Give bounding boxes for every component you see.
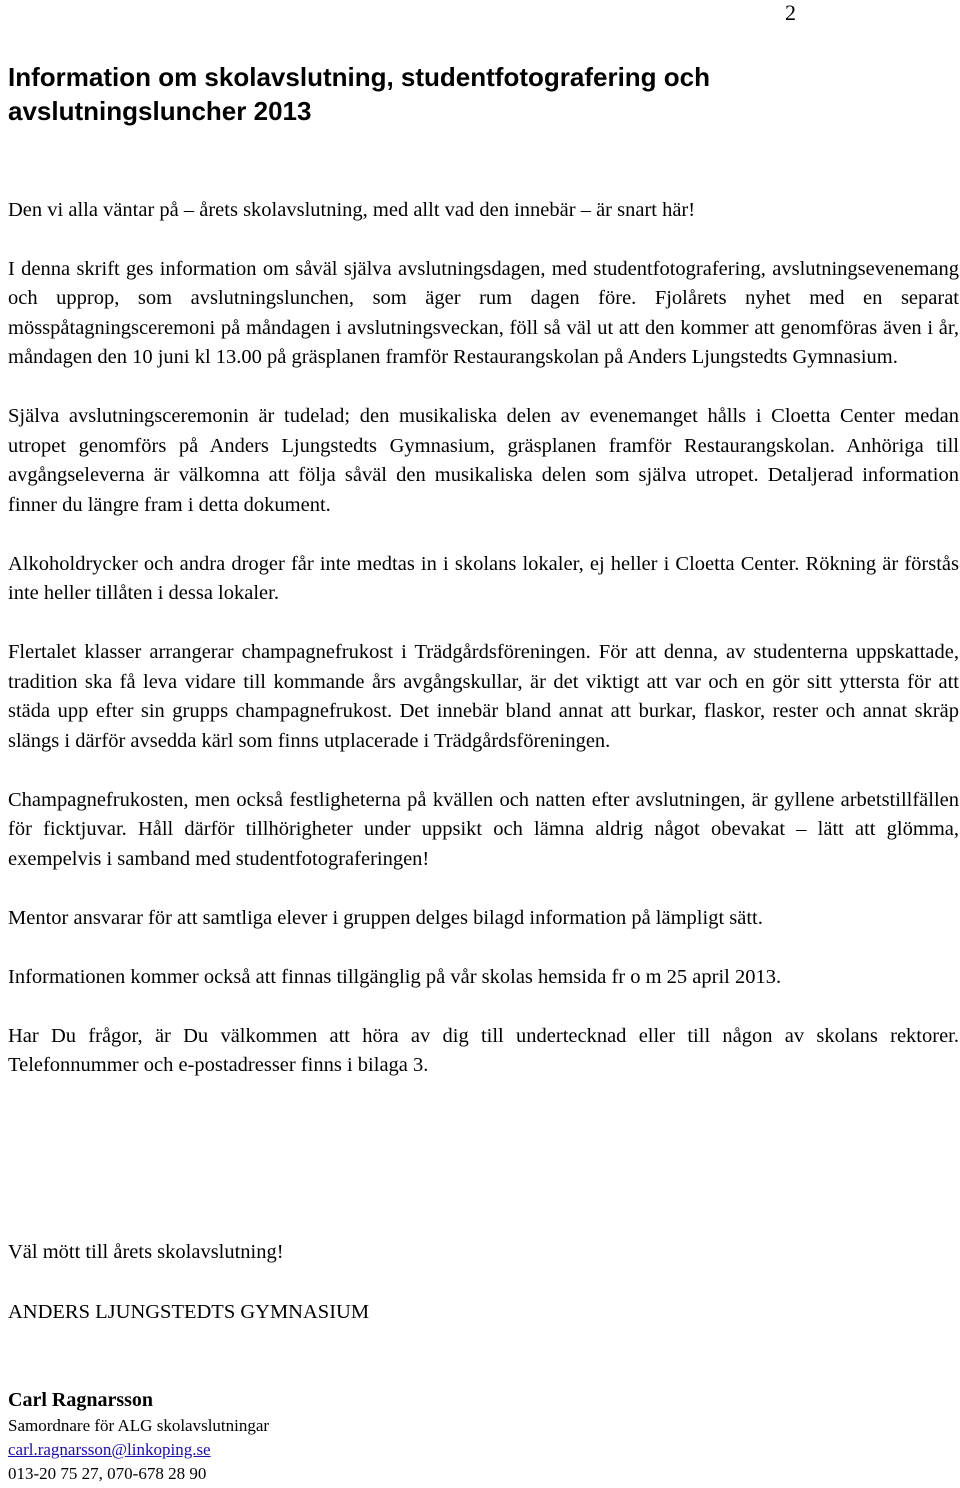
signature-block [8,1386,608,1486]
signer-name: Carl Ragnarsson [8,1389,154,1411]
paragraph-alcohol: Alkoholdrycker och andra droger får inte medtas in i skolans lokaler, ej heller i Cloetta Center. Rökning är förstås inte heller tillåten i dessa lokaler. [8,552,959,604]
signer-role: Samordnare för ALG skolavslutningar [8,1416,270,1435]
signer-email-link[interactable]: carl.ragnarsson@linkoping.se [8,1440,211,1459]
document-title: Information om skolavslutning, studentfotografering och avslutningsluncher 2013 [8,62,711,126]
paragraph-mentor: Mentor ansvarar för att samtliga elever i gruppen delges bilagd information på lämpligt sätt. [8,906,763,929]
closing-section [8,1238,908,1358]
paragraph-champagne-breakfast: Flertalet klasser arrangerar champagnefrukost i Trädgårdsföreningen. För att denna, av studenterna uppskattade, tradition ska få leva vidare till kommande års avgångskullar, är det viktigt att var och en gör sitt yttersta för att städa upp efter sin grupps champagnefrukost. Det innebär bland annat att burkar, flaskor, rester och annat skräp slängs i därför avsedda kärl som finns utplacerade i Trädgårdsföreningen. [8,641,959,752]
paragraph-ceremony: Själva avslutningsceremonin är tudelad; den musikaliska delen av evenemanget hålls i Cloetta Center medan utropet genomförs på Anders Ljungstedts Gymnasium, gräsplanen framför Restaurangskolan. Anhöriga till avgångseleverna är välkomna att följa såväl den musikaliska delen som själva utropet. Detaljerad information finner du längre fram i detta dokument. [8,405,959,516]
document-body [8,196,959,1110]
page-number: 2 [785,0,796,25]
paragraph-overview: I denna skrift ges information om såväl själva avslutningsdagen, med studentfotografering, avslutningsevenemang och upprop, som avslutningslunchen, som äger rum dagen före. Fjolårets nyhet med en separat mösspåtagningsceremoni på måndagen i avslutningsveckan, föll så väl ut att den kommer att genomföras även i år, måndagen den 10 juni kl 13.00 på gräsplanen framför Restaurangskolan på Anders Ljungstedts Gymnasium. [8,257,959,368]
paragraph-intro: Den vi alla väntar på – årets skolavslutning, med allt vad den innebär – är snart här! [8,199,696,221]
closing-greeting: Väl mött till årets skolavslutning! [8,1241,284,1263]
school-name: ANDERS LJUNGSTEDTS GYMNASIUM [8,1301,370,1323]
paragraph-questions: Har Du frågor, är Du välkommen att höra av dig till undertecknad eller till någon av skolans rektorer. Telefonnummer och e-postadresser finns i bilaga 3. [8,1024,959,1076]
paragraph-website: Informationen kommer också att finnas tillgänglig på vår skolas hemsida fr o m 25 april 2013. [8,965,782,988]
paragraph-pickpockets: Champagnefrukosten, men också festligheterna på kvällen och natten efter avslutningen, är gyllene arbetstillfällen för ficktjuvar. Håll därför tillhörigheter under uppsikt och lämna aldrig något obevakat – lätt att glömma, exempelvis i samband med studentfotograferingen! [8,788,959,870]
signer-phone: 013-20 75 27, 070-678 28 90 [8,1464,207,1483]
